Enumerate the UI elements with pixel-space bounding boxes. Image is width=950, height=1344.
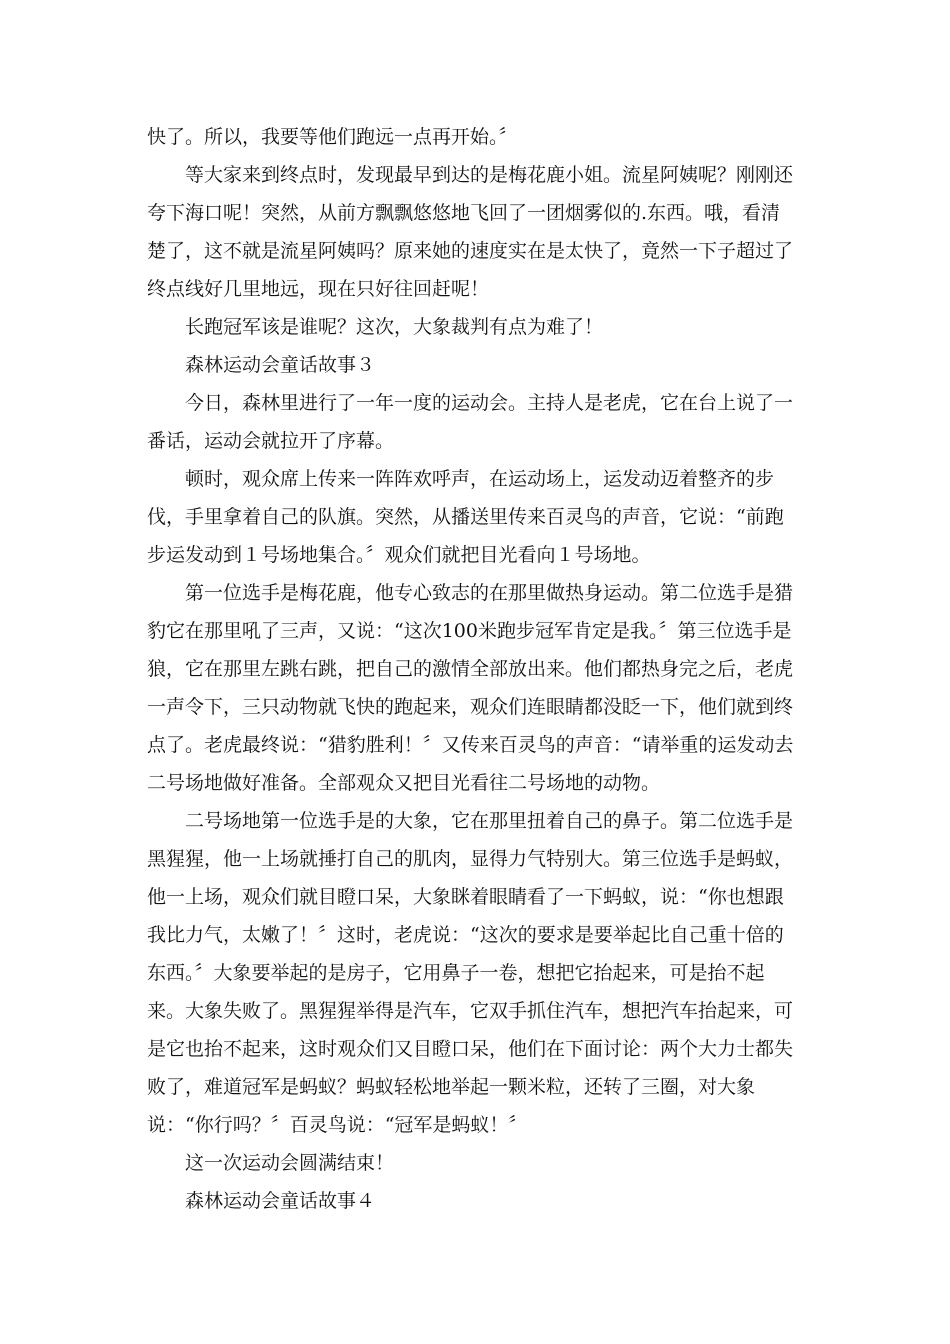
paragraph-first-line: 这一次运动会圆满结束！ [185, 1152, 395, 1174]
text-line: 他一上场，观众们就目瞪口呆，大象眯着眼睛看了一下蚂蚁，说：“你也想跟 [147, 886, 784, 908]
section-heading: 森林运动会童话故事４ [185, 1190, 376, 1212]
text-line: 黑猩猩，他一上场就捶打自己的肌肉，显得力气特别大。第三位选手是蚂蚁， [147, 848, 794, 870]
text-line: 狼，它在那里左跳右跳，把自己的激情全部放出来。他们都热身完之后，老虎 [147, 658, 794, 680]
text-line: 来。大象失败了。黑猩猩举得是汽车，它双手抓住汽车，想把汽车抬起来，可 [147, 1000, 794, 1022]
text-line: 点了。老虎最终说：“猎豹胜利！〞又传来百灵鸟的声音：“请举重的运发动去 [147, 734, 794, 756]
text-line: 我比力气，太嫩了！〞这时，老虎说：“这次的要求是要举起比自己重十倍的 [147, 924, 784, 946]
text-line: 番话，运动会就拉开了序幕。 [147, 430, 395, 452]
paragraph-first-line: 长跑冠军该是谁呢？这次，大象裁判有点为难了！ [185, 316, 604, 338]
paragraph-first-line: 第一位选手是梅花鹿，他专心致志的在那里做热身运动。第二位选手是猎 [185, 582, 794, 604]
text-line: 东西。〞大象要举起的是房子，它用鼻子一卷，想把它抬起来，可是抬不起 [147, 962, 765, 984]
text-line: 二号场地做好准备。全部观众又把目光看往二号场地的动物。 [147, 772, 661, 794]
text-line: 伐，手里拿着自己的队旗。突然，从播送里传来百灵鸟的声音，它说：“前跑 [147, 506, 784, 528]
text-line: 是它也抬不起来，这时观众们又目瞪口呆，他们在下面讨论：两个大力士都失 [147, 1038, 794, 1060]
text-line: 败了，难道冠军是蚂蚁？蚂蚁轻松地举起一颗米粒，还转了三圈，对大象 [147, 1076, 756, 1098]
paragraph-first-line: 等大家来到终点时，发现最早到达的是梅花鹿小姐。流星阿姨呢？刚刚还 [185, 164, 794, 186]
text-line: 一声令下，三只动物就飞快的跑起来，观众们连眼睛都没眨一下，他们就到终 [147, 696, 794, 718]
text-line: 楚了，这不就是流星阿姨吗？原来她的速度实在是太快了，竟然一下子超过了 [147, 240, 794, 262]
text-line: 说：“你行吗？〞百灵鸟说：“冠军是蚂蚁！〞 [147, 1114, 528, 1136]
paragraph-first-line: 二号场地第一位选手是的大象，它在那里扭着自己的鼻子。第二位选手是 [185, 810, 794, 832]
text-line: 豹它在那里吼了三声，又说：“这次100米跑步冠军肯定是我。〞第三位选手是 [147, 620, 792, 642]
text-line: 终点线好几里地远，现在只好往回赶呢！ [147, 278, 490, 300]
text-line-continuation: 快了。所以，我要等他们跑远一点再开始。〞 [147, 126, 518, 148]
paragraph-first-line: 顿时，观众席上传来一阵阵欢呼声，在运动场上，运发动迈着整齐的步 [185, 468, 775, 490]
text-line: 夸下海口呢！突然，从前方飘飘悠悠地飞回了一团烟雾似的.东西。哦，看清 [147, 202, 781, 224]
paragraph-first-line: 今日，森林里进行了一年一度的运动会。主持人是老虎，它在台上说了一 [185, 392, 794, 414]
text-line: 步运发动到１号场地集合。〞观众们就把目光看向１号场地。 [147, 544, 651, 566]
section-heading: 森林运动会童话故事３ [185, 354, 376, 376]
